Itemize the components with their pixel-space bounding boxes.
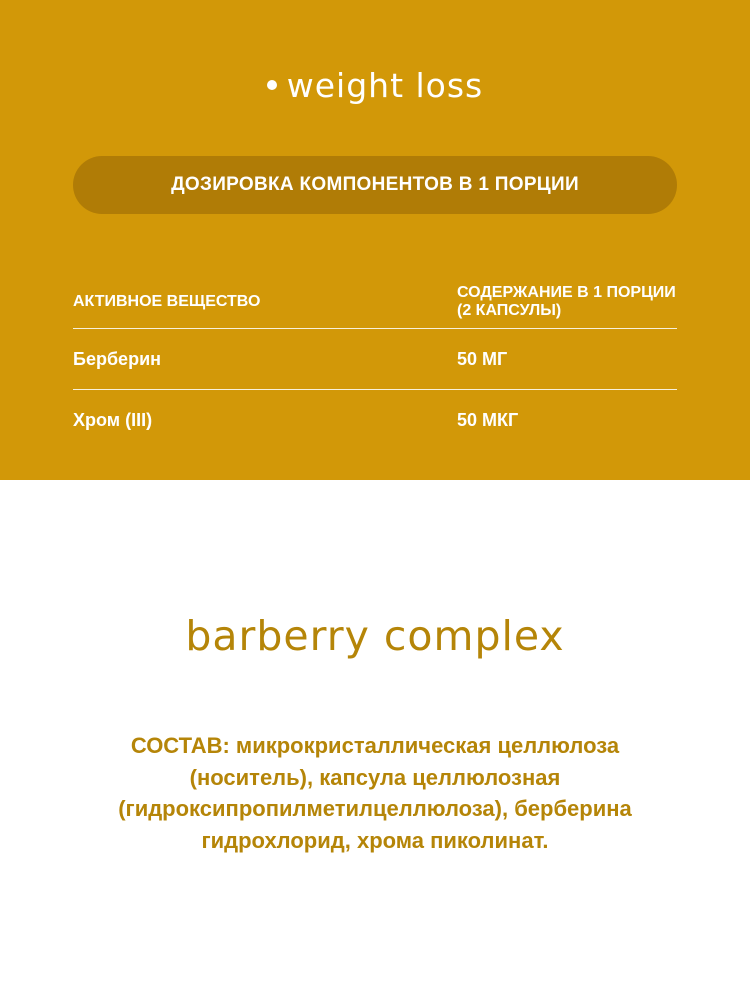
substance-amount: 50 МКГ bbox=[457, 410, 519, 430]
header-active-substance: АКТИВНОЕ ВЕЩЕСТВО bbox=[73, 293, 261, 310]
bullet-dot-icon bbox=[267, 80, 277, 90]
dosage-panel bbox=[0, 0, 750, 480]
substance-name: Хром (III) bbox=[73, 409, 153, 430]
product-name: barberry complex bbox=[185, 612, 565, 660]
substance-name: Берберин bbox=[73, 348, 162, 369]
header-content-per-serving: СОДЕРЖАНИЕ В 1 ПОРЦИИ (2 КАПСУЛЫ) bbox=[457, 284, 676, 319]
composition-text: СОСТАВ: микрокристаллическая целлюлоза (носитель), капсула целлюлозная (гидроксипропилметилцеллюлоза), берберина гидрохлорид, хрома пиколинат. bbox=[118, 733, 632, 853]
substance-amount: 50 МГ bbox=[457, 349, 508, 369]
brand-label: weight loss bbox=[286, 66, 484, 105]
dosage-table bbox=[73, 276, 677, 450]
dosage-title: ДОЗИРОВКА КОМПОНЕНТОВ В 1 ПОРЦИИ bbox=[171, 174, 579, 195]
brand-line bbox=[0, 66, 750, 105]
table-row bbox=[73, 329, 677, 390]
table-row bbox=[73, 390, 677, 450]
table-header-row bbox=[73, 276, 677, 329]
dosage-title-pill bbox=[73, 156, 677, 214]
